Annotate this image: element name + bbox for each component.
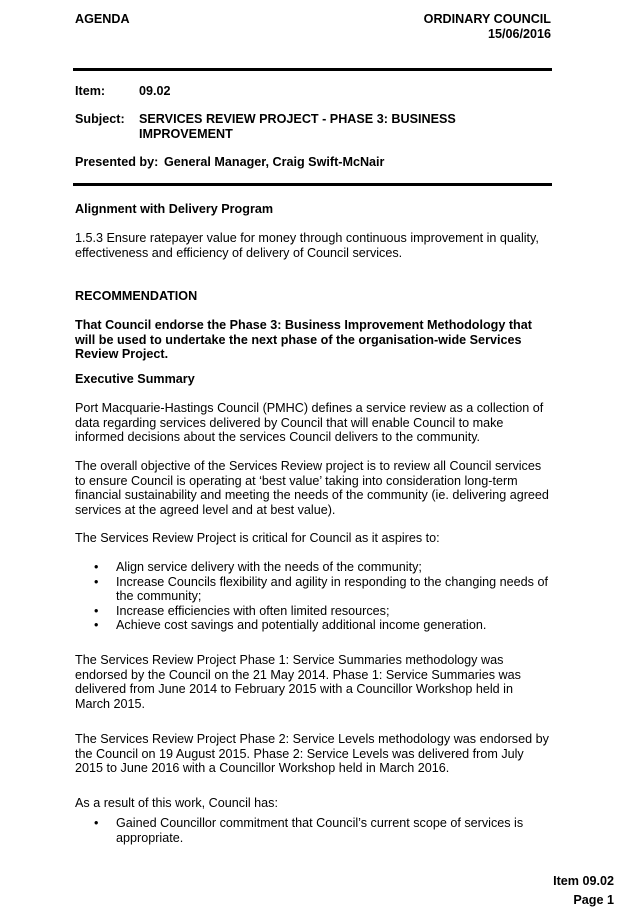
footer-page-number: Page 1: [573, 893, 614, 907]
recommendation-line: That Council endorse the Phase 3: Business Improvement Methodology that: [75, 318, 532, 332]
list-item: [75, 604, 555, 619]
summary-paragraph-1: [75, 401, 555, 445]
summary-paragraph-5: [75, 732, 555, 776]
presenter-name: General Manager, Craig Swift-McNair: [164, 155, 385, 169]
list-item-text: appropriate.: [116, 830, 184, 845]
list-item: [75, 560, 555, 575]
paragraph-line: financial sustainability and meeting the needs of the community (ie. delivering agreed: [75, 488, 549, 503]
paragraph-line: The Services Review Project Phase 1: Service Summaries methodology was: [75, 653, 504, 667]
paragraph-line: to ensure Council is operating at ‘best value’ taking into consideration long-term: [75, 473, 518, 488]
recommendation-line: will be used to undertake the next phase of the organisation-wide Services: [75, 332, 522, 347]
bullet-icon: •: [94, 816, 99, 830]
alignment-line: effectiveness and efficiency of delivery of Council services.: [75, 245, 403, 260]
meeting-date: 15/06/2016: [487, 27, 551, 41]
paragraph-line: The overall objective of the Services Review project is to review all Council services: [75, 459, 542, 473]
paragraph-line: data regarding services delivered by Council that will enable Council to make: [75, 415, 504, 430]
paragraph-line: the Council on 19 August 2015. Phase 2: Service Levels was delivered from July: [75, 746, 524, 761]
paragraph-line: endorsed by the Council on the 21 May 2014. Phase 1: Service Summaries was: [75, 667, 521, 682]
alignment-line: 1.5.3 Ensure ratepayer value for money through continuous improvement in quality,: [75, 231, 539, 245]
aspirations-list: [75, 560, 555, 633]
footer-item-number: Item 09.02: [553, 874, 614, 888]
list-item-text: Increase efficiencies with often limited resources;: [116, 603, 390, 618]
paragraph-line: The Services Review Project Phase 2: Service Levels methodology was endorsed by: [75, 732, 549, 746]
alignment-text: [75, 231, 555, 260]
divider-top: [73, 68, 552, 71]
recommendation-line: Review Project.: [75, 347, 169, 362]
paragraph-line: Port Macquarie-Hastings Council (PMHC) defines a service review as a collection of: [75, 401, 544, 415]
paragraph-line: informed decisions about the services Council delivers to the community.: [75, 430, 481, 445]
subject-line-1: SERVICES REVIEW PROJECT - PHASE 3: BUSINESS: [139, 112, 456, 126]
list-item: [75, 575, 555, 604]
list-item-text: the community;: [116, 589, 202, 604]
presented-by-label: Presented by:: [75, 155, 159, 169]
list-item-text: Achieve cost savings and potentially additional income generation.: [116, 618, 487, 633]
agenda-label: AGENDA: [75, 12, 130, 26]
summary-paragraph-3: The Services Review Project is critical for Council as it aspires to:: [75, 531, 440, 545]
summary-paragraph-6: As a result of this work, Council has:: [75, 796, 278, 810]
bullet-icon: •: [94, 560, 99, 574]
paragraph-line: delivered from June 2014 to February 2015 with a Councillor Workshop held in: [75, 682, 513, 697]
alignment-heading: Alignment with Delivery Program: [75, 202, 274, 216]
list-item: [75, 618, 555, 633]
executive-summary-heading: Executive Summary: [75, 372, 195, 386]
summary-paragraph-2: [75, 459, 555, 517]
bullet-icon: •: [94, 574, 99, 589]
paragraph-line: 2015 to June 2016 with a Councillor Workshop held in March 2016.: [75, 761, 450, 776]
item-number: 09.02: [139, 84, 171, 98]
divider-bottom: [73, 183, 552, 186]
list-item-text: Increase Councils flexibility and agility in responding to the changing needs of: [116, 574, 548, 589]
list-item-text: Gained Councillor commitment that Council’s current scope of services is: [116, 816, 524, 830]
meeting-title: ORDINARY COUNCIL: [423, 12, 551, 26]
outcomes-list: [75, 816, 555, 845]
bullet-icon: •: [94, 618, 99, 633]
list-item: [75, 816, 555, 845]
subject-label: Subject:: [75, 112, 125, 126]
paragraph-line: March 2015.: [75, 696, 146, 711]
summary-paragraph-4: [75, 653, 555, 711]
list-item-text: Align service delivery with the needs of the community;: [116, 560, 422, 574]
item-label: Item:: [75, 84, 106, 98]
recommendation-text: [75, 318, 555, 362]
paragraph-line: services at the agreed level and at best value).: [75, 502, 336, 517]
subject-line-2: IMPROVEMENT: [139, 127, 233, 141]
recommendation-heading: RECOMMENDATION: [75, 289, 198, 303]
bullet-icon: •: [94, 603, 99, 618]
